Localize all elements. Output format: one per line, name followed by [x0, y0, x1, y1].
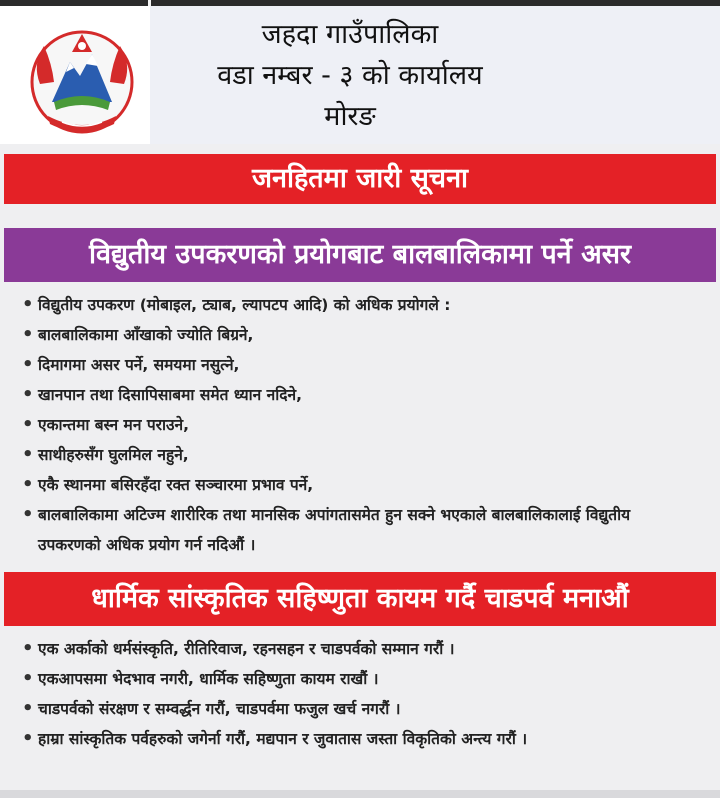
list-item: • हाम्रा सांस्कृतिक पर्वहरुको जगेर्ना गरौं, मद्यपान र जुवातास जस्ता विकृतिको अन्त्य गरौं । — [0, 724, 690, 754]
municipality-name: जहदा गाउँपालिका — [261, 19, 439, 50]
list-item: • बालबालिकामा अटिज्म शारीरिक तथा मानसिक अपांगतासमेत हुन सक्ने भएकाले बालबालिकालाई विद्युतीय उपकरणको अधिक प्रयोग गर्न नदिऔं । — [0, 500, 690, 560]
header — [0, 6, 720, 144]
nepal-government-emblem-icon — [22, 24, 142, 142]
section-electronic-devices-list — [0, 290, 690, 560]
notice-title-banner: जनहितमा जारी सूचना — [4, 154, 716, 204]
office-heading — [150, 14, 550, 137]
list-item: • चाडपर्वको संरक्षण र सम्वर्द्धन गरौं, चाडपर्वमा फजुल खर्च नगरौं । — [0, 694, 690, 724]
section-religious-tolerance-banner: धार्मिक सांस्कृतिक सहिष्णुता कायम गर्दै चाडपर्व मनाऔं — [4, 572, 716, 626]
list-item: • साथीहरुसँग घुलमिल नहुने, — [0, 440, 690, 470]
section-electronic-devices-banner: विद्युतीय उपकरणको प्रयोगबाट बालबालिकामा पर्ने असर — [4, 228, 716, 282]
district-name: मोरङ — [324, 101, 376, 132]
list-item: • दिमागमा असर पर्ने, समयमा नसुत्ने, — [0, 350, 690, 380]
list-item: • एकान्तमा बस्न मन पराउने, — [0, 410, 690, 440]
list-item: • खानपान तथा दिसापिसाबमा समेत ध्यान नदिने, — [0, 380, 690, 410]
list-item: • एकआपसमा भेदभाव नगरी, धार्मिक सहिष्णुता कायम राखौं । — [0, 664, 690, 694]
list-item: • बालबालिकामा आँखाको ज्योति बिग्रने, — [0, 320, 690, 350]
footer-strip — [0, 790, 720, 798]
list-item: • विद्युतीय उपकरण (मोबाइल, ट्याब, ल्यापटप आदि) को अधिक प्रयोगले : — [0, 290, 690, 320]
section-religious-tolerance-list — [0, 634, 690, 754]
ward-office-name: वडा नम्बर - ३ को कार्यालय — [217, 60, 483, 91]
list-item: • एक अर्काको धर्मसंस्कृति, रीतिरिवाज, रहनसहन र चाडपर्वको सम्मान गरौं । — [0, 634, 690, 664]
list-item: • एकै स्थानमा बसिरहँदा रक्त सञ्चारमा प्रभाव पर्ने, — [0, 470, 690, 500]
